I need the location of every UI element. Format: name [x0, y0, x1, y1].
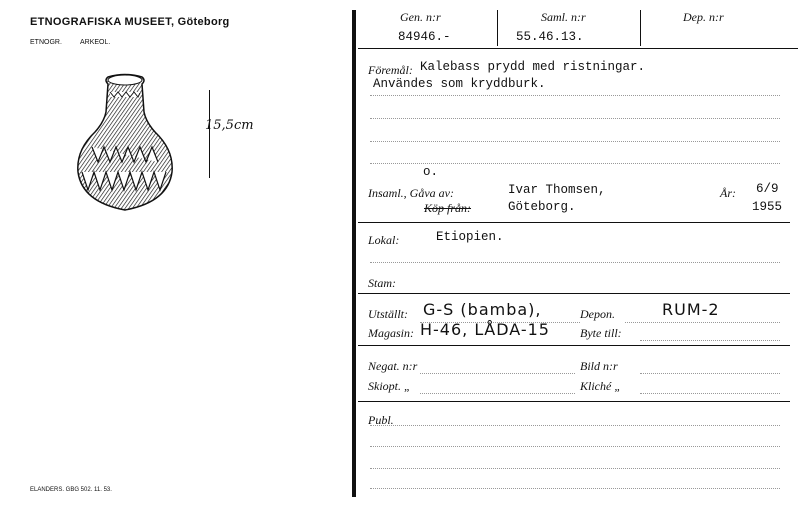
utstallt-value: G-S (bamba), — [423, 300, 542, 319]
ar-label: År: — [720, 186, 736, 200]
dotted-line — [370, 425, 780, 426]
height-line — [209, 90, 210, 178]
lokal-value: Etiopien. — [436, 230, 504, 244]
magasin-label: Magasin: — [368, 326, 414, 340]
insaml-label: Insaml., Gåva av: — [368, 186, 454, 200]
kop-label: Köp från: — [424, 201, 472, 215]
gen-value: 84946.- — [398, 30, 451, 44]
kop-value: Göteborg. — [508, 200, 576, 214]
foremal-label: Föremål: — [368, 63, 413, 77]
byte-label: Byte till: — [580, 326, 622, 340]
stam-label: Stam: — [368, 276, 396, 290]
saml-value: 55.46.13. — [516, 30, 584, 44]
gourd-drawing — [70, 72, 180, 222]
dotted-line — [370, 262, 780, 263]
saml-label: Saml. n:r — [541, 10, 586, 24]
skiopt-label: Skiopt. „ — [368, 379, 411, 393]
kliche-label: Kliché „ — [580, 379, 621, 393]
year-value: 1955 — [752, 200, 783, 214]
dotted-line — [640, 393, 780, 394]
negat-label: Negat. n:r — [368, 359, 418, 373]
dotted-line — [370, 141, 780, 142]
dept-arkeol-label: ARKEOL. — [80, 39, 111, 46]
rule — [358, 222, 790, 223]
ar-value: 6/9 — [756, 182, 779, 196]
dept-etnogr-label: ETNOGR. — [30, 39, 62, 46]
dotted-line — [370, 95, 780, 96]
dotted-line — [640, 373, 780, 374]
header-rule — [358, 48, 798, 49]
rule — [358, 345, 790, 346]
dotted-line — [370, 163, 780, 164]
circle-mark: o. — [423, 165, 439, 179]
dotted-line — [420, 373, 575, 374]
header-divider-1 — [497, 10, 498, 46]
museum-header: ETNOGRAFISKA MUSEET, Göteborg — [30, 16, 230, 28]
dotted-line — [640, 340, 780, 341]
utstallt-label: Utställt: — [368, 307, 409, 321]
rule — [358, 293, 790, 294]
dotted-line — [370, 118, 780, 119]
dotted-line — [625, 322, 780, 323]
lokal-label: Lokal: — [368, 233, 400, 247]
depon-label: Depon. — [580, 307, 615, 321]
dotted-line — [420, 393, 575, 394]
magasin-value: H-46, LÅDA-15 — [420, 320, 550, 339]
rule — [358, 401, 790, 402]
publ-label: Publ. — [368, 413, 394, 427]
dotted-line — [370, 488, 780, 489]
printer-line: ELANDERS. GBG 502. 11. 53. — [30, 487, 112, 493]
card-border — [352, 10, 356, 497]
dep-label: Dep. n:r — [683, 10, 724, 24]
bild-label: Bild n:r — [580, 359, 618, 373]
gen-label: Gen. n:r — [400, 10, 441, 24]
foremal-line-2: Användes som kryddburk. — [373, 77, 546, 91]
foremal-line-1: Kalebass prydd med ristningar. — [420, 60, 646, 74]
dotted-line — [370, 468, 780, 469]
dotted-line — [370, 446, 780, 447]
depon-value: RUM-2 — [662, 300, 720, 319]
header-divider-2 — [640, 10, 641, 46]
height-note: 15,5cm — [205, 118, 254, 133]
insaml-value: Ivar Thomsen, — [508, 183, 606, 197]
